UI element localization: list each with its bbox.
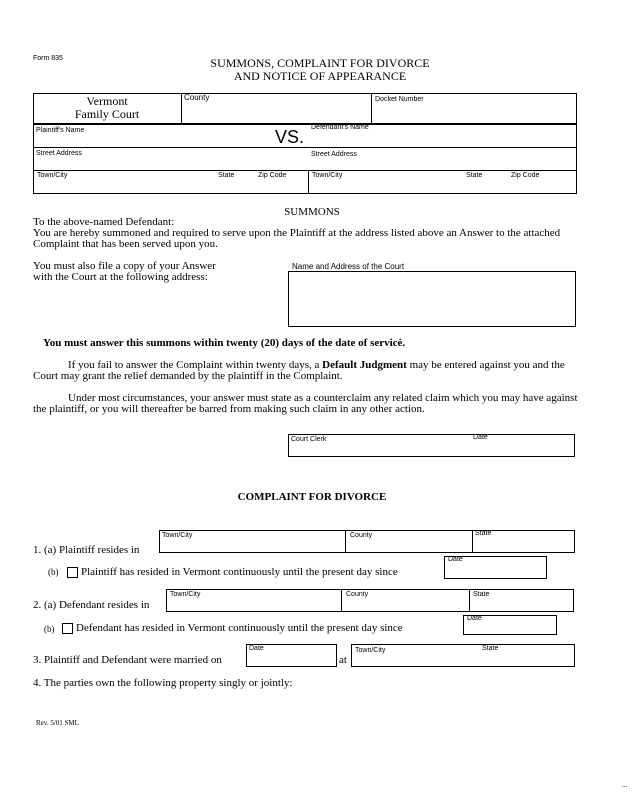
- item-2b-marker: (b): [44, 624, 55, 634]
- plaintiff-town-city-label: Town/City: [37, 172, 68, 179]
- item-3-state-label: State: [482, 645, 499, 652]
- defendant-zip-code-label: Zip Code: [511, 172, 540, 179]
- item-3-at-label: at: [339, 654, 347, 666]
- complaint-heading: COMPLAINT FOR DIVORCE: [237, 491, 387, 503]
- vs-label: VS.: [275, 127, 305, 147]
- form-number: Form 835: [33, 55, 63, 62]
- title-line-1: SUMMONS, COMPLAINT FOR DIVORCE: [210, 56, 430, 70]
- item-1-town-city-label: Town/City: [162, 532, 193, 539]
- defendants-name-label: Defendant's Name: [311, 124, 369, 131]
- file-copy-instruction: [33, 261, 216, 283]
- default-post: may be entered against you and the Court may grant the relief demanded by the plaintiff in the Complaint.: [33, 359, 565, 382]
- divider: [308, 170, 309, 194]
- divider: [33, 170, 577, 171]
- to-defendant: To the above-named Defendant:: [33, 216, 175, 228]
- divider: [33, 147, 577, 148]
- revision-note: Rev. 5/01 SML: [36, 719, 79, 727]
- item-2b-label: Defendant has resided in Vermont continuously until the present day since: [76, 622, 403, 634]
- item-1b-date-label: Date: [448, 556, 463, 563]
- court-address-field[interactable]: [288, 271, 576, 327]
- plaintiff-county-field[interactable]: [347, 540, 470, 552]
- default-judgment-bold: Default Judgment: [322, 359, 407, 371]
- defendant-state-label: State: [466, 172, 483, 179]
- default-judgment-paragraph: [33, 360, 583, 382]
- default-pre: If you fail to answer the Complaint within twenty days, a: [68, 359, 323, 371]
- item-2-state-label: State: [473, 591, 490, 598]
- item-3-date-label: Date: [249, 645, 264, 652]
- marriage-place-field[interactable]: [353, 654, 573, 666]
- defendant-street-address-field[interactable]: [311, 158, 575, 169]
- summons-intro: [33, 217, 583, 250]
- summons-paragraph: You are hereby summoned and required to serve upon the Plaintiff at the address listed above an Answer to the attached Complaint that has been served upon you.: [33, 227, 561, 250]
- divider: [341, 589, 342, 612]
- defendant-county-field[interactable]: [343, 599, 467, 611]
- item-3-label: 3. Plaintiff and Defendant were married on: [33, 654, 222, 666]
- docket-number-label: Docket Number: [375, 96, 424, 103]
- file-copy-line-2: with the Court at the following address:: [33, 271, 208, 283]
- clerk-date-label: Date: [473, 434, 488, 441]
- item-1b-marker: (b): [48, 567, 59, 577]
- court-clerk-label: Court Clerk: [291, 436, 327, 443]
- plaintiffs-name-field[interactable]: [36, 134, 266, 146]
- item-2b-date-label: Date: [467, 615, 482, 622]
- divider: [472, 530, 473, 553]
- item-1-county-label: County: [350, 532, 373, 539]
- item-1b-label: Plaintiff has resided in Vermont continuously until the present day since: [81, 566, 398, 578]
- defendants-name-field[interactable]: [311, 132, 575, 146]
- page-title: [0, 57, 640, 83]
- plaintiff-state-label: State: [218, 172, 235, 179]
- defendant-since-date-field[interactable]: [465, 622, 555, 634]
- plaintiff-town-city-field[interactable]: [161, 540, 343, 552]
- court-name: [33, 95, 181, 121]
- plaintiff-zip-code-label: Zip Code: [258, 172, 287, 179]
- item-2b-row: [62, 622, 403, 634]
- marriage-date-field[interactable]: [248, 652, 335, 665]
- item-3-town-city-label: Town/City: [355, 647, 386, 654]
- defendant-town-city-field[interactable]: [168, 599, 339, 611]
- court-address-label: Name and Address of the Court: [292, 262, 405, 271]
- plaintiff-residency-checkbox[interactable]: [67, 567, 78, 578]
- plaintiff-street-address-label: Street Address: [36, 150, 82, 157]
- county-label: County: [184, 93, 210, 102]
- defendant-city-state-zip-field[interactable]: [311, 180, 575, 193]
- plaintiff-state-field[interactable]: [474, 538, 574, 552]
- defendant-residency-checkbox[interactable]: [62, 623, 73, 634]
- divider: [345, 530, 346, 553]
- item-4-label: 4. The parties own the following property singly or jointly:: [33, 677, 293, 689]
- title-line-2: AND NOTICE OF APPEARANCE: [233, 69, 407, 83]
- divider: [469, 589, 470, 612]
- county-field[interactable]: [182, 102, 370, 123]
- file-copy-line-1: You must also file a copy of your Answer: [33, 260, 216, 272]
- corner-mark: ...: [622, 781, 628, 789]
- counterclaim-paragraph: Under most circumstances, your answer must state as a counterclaim any related claim which you may have against the plaintiff, or you will thereafter be barred from making such claim in any other action.: [33, 392, 578, 415]
- item-2a-label: 2. (a) Defendant resides in: [33, 599, 150, 611]
- defendant-town-city-label: Town/City: [312, 172, 343, 179]
- docket-number-field[interactable]: [372, 104, 576, 123]
- plaintiff-city-state-zip-field[interactable]: [36, 180, 306, 193]
- item-1a-label: 1. (a) Plaintiff resides in: [33, 544, 140, 556]
- court-name-line-1: Vermont: [86, 94, 128, 108]
- item-1b-row: [67, 566, 398, 578]
- answer-deadline: You must answer this summons within twenty (20) days of the date of servicė.: [43, 337, 406, 349]
- plaintiffs-name-label: Plaintiff's Name: [36, 127, 85, 134]
- court-name-line-2: Family Court: [74, 107, 140, 121]
- plaintiff-street-address-field[interactable]: [36, 157, 304, 169]
- defendant-state-field[interactable]: [471, 599, 572, 611]
- item-1-state-label: State: [475, 530, 492, 537]
- item-2-county-label: County: [346, 591, 369, 598]
- plaintiff-since-date-field[interactable]: [446, 564, 545, 577]
- item-2-town-city-label: Town/City: [170, 591, 201, 598]
- defendant-street-address-label: Street Address: [311, 151, 357, 158]
- summons-heading: SUMMONS: [284, 206, 340, 218]
- clerk-date-field[interactable]: [473, 442, 573, 455]
- court-clerk-field[interactable]: [290, 443, 460, 455]
